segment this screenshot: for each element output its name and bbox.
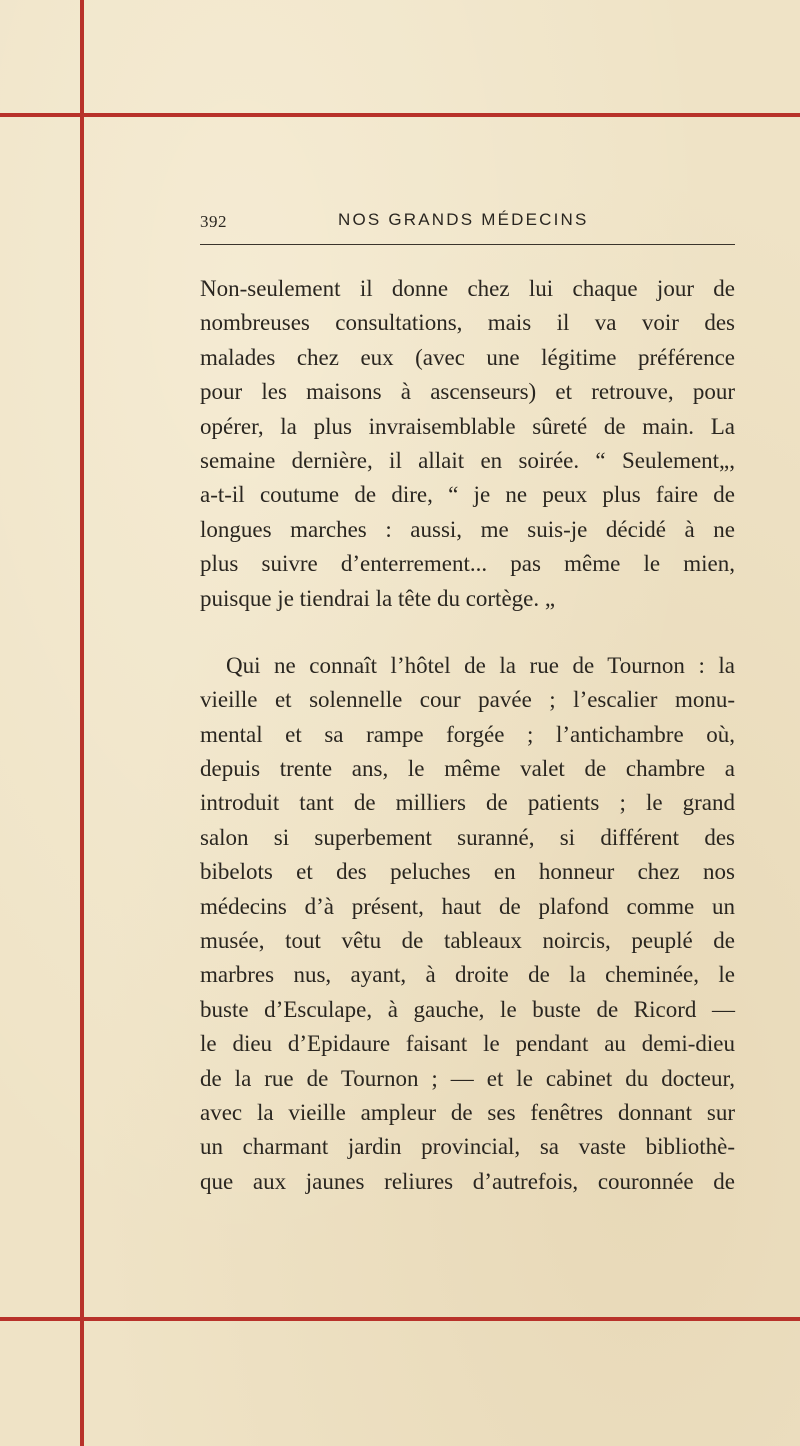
text-line: de la rue de Tournon ; — et le cabinet du docteur, [200, 1065, 735, 1091]
text-line: que aux jaunes reliures d’autrefois, couronnée de [200, 1168, 735, 1194]
paragraph [200, 272, 735, 616]
text-line: médecins d’à présent, haut de plafond comme un [200, 893, 735, 919]
page-number: 392 [200, 212, 227, 231]
text-line: vieille et solennelle cour pavée ; l’escalier monu- [200, 687, 735, 713]
text-line: a-t-il coutume de dire, “ je ne peux plus faire de [200, 482, 735, 508]
paragraph [200, 649, 735, 1199]
margin-rule-bottom [0, 1317, 800, 1321]
margin-rule-vertical [80, 0, 84, 1446]
text-line: un charmant jardin provincial, sa vaste bibliothè- [200, 1134, 735, 1160]
text-line: buste d’Esculape, à gauche, le buste de Ricord — [200, 996, 735, 1022]
text-line: opérer, la plus invraisemblable sûreté de main. La [200, 413, 735, 439]
text-line: puisque je tiendrai la tête du cortège. „ [200, 585, 556, 611]
text-line: plus suivre d’enterrement... pas même le mien, [200, 551, 735, 577]
text-line: salon si superbement suranné, si différent des [200, 824, 735, 850]
running-head [200, 210, 735, 245]
body-text [200, 272, 735, 1199]
text-line: nombreuses consultations, mais il va voir des [200, 310, 735, 336]
text-line: le dieu d’Epidaure faisant le pendant au demi-dieu [200, 1031, 735, 1057]
book-title: NOS GRANDS MÉDECINS [338, 210, 589, 229]
text-line: introduit tant de milliers de patients ; le grand [200, 790, 735, 816]
text-line: mental et sa rampe forgée ; l’antichambre où, [200, 721, 735, 747]
text-line: Non-seulement il donne chez lui chaque jour de [200, 276, 735, 301]
text-line: Qui ne connaît l’hôtel de la rue de Tournon : la [226, 652, 735, 678]
paragraph-gap [200, 616, 735, 649]
text-line: musée, tout vêtu de tableaux noircis, peuplé de [200, 928, 735, 954]
text-line: malades chez eux (avec une légitime préférence [200, 344, 735, 370]
text-line: depuis trente ans, le même valet de chambre a [200, 756, 735, 782]
text-line: longues marches : aussi, me suis-je décidé à ne [200, 516, 735, 542]
text-line: bibelots et des peluches en honneur chez nos [200, 859, 735, 885]
margin-rule-top [0, 113, 800, 117]
text-line: semaine dernière, il allait en soirée. “ Seulement„, [200, 447, 735, 473]
text-line: avec la vieille ampleur de ses fenêtres donnant sur [200, 1099, 735, 1125]
text-line: pour les maisons à ascenseurs) et retrouve, pour [200, 379, 735, 405]
text-line: marbres nus, ayant, à droite de la cheminée, le [200, 962, 735, 988]
